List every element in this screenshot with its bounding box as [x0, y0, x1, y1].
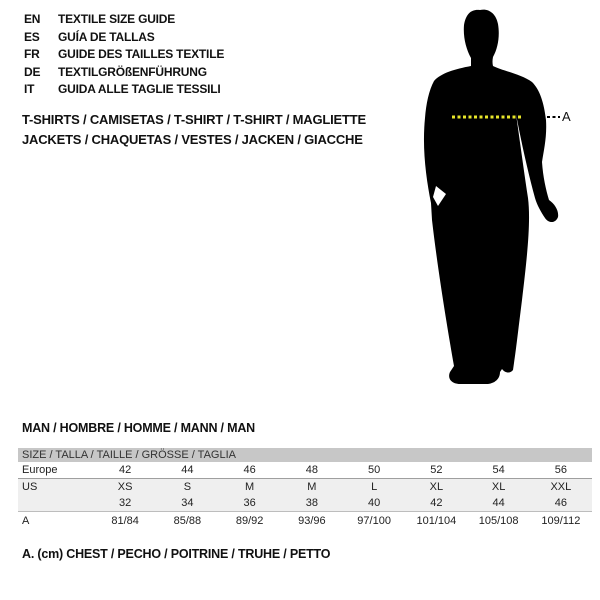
- row-label: US: [18, 479, 94, 496]
- language-row-es: [24, 29, 224, 47]
- table-cell: 93/96: [298, 515, 326, 527]
- table-cell: XXL: [530, 479, 592, 496]
- table-cell: XL: [405, 479, 467, 496]
- product-type-line-jackets: JACKETS / CHAQUETAS / VESTES / JACKEN / GIACCHE: [22, 131, 363, 147]
- language-row-de: [24, 64, 224, 82]
- table-cell: 38: [281, 495, 343, 512]
- table-cell: 48: [281, 462, 343, 479]
- language-label: TEXTILE SIZE GUIDE: [58, 12, 176, 26]
- size-table: [18, 448, 592, 530]
- section-title-man: MAN / HOMBRE / HOMME / MANN / MAN: [22, 421, 255, 435]
- table-cell: 97/100: [357, 515, 391, 527]
- language-row-en: [24, 11, 224, 29]
- table-row-europe: [18, 462, 592, 479]
- language-label: GUIDE DES TAILLES TEXTILE: [58, 47, 225, 61]
- table-cell: S: [156, 479, 218, 496]
- language-code: ES: [24, 29, 40, 44]
- table-cell: 56: [530, 462, 592, 479]
- table-cell: 50: [343, 462, 405, 479]
- table-cell: 46: [219, 462, 281, 479]
- table-cell: 44: [156, 462, 218, 479]
- language-code: IT: [24, 82, 35, 96]
- table-cell: 42: [94, 462, 156, 479]
- table-cell: 54: [468, 462, 530, 479]
- measure-label-a: A: [562, 109, 571, 124]
- table-cell: 89/92: [235, 515, 264, 527]
- table-cell: 40: [343, 495, 405, 512]
- table-cell: L: [343, 479, 405, 496]
- table-cell: 46: [530, 495, 592, 512]
- language-list: [24, 11, 224, 99]
- size-table-header-row: [18, 448, 592, 462]
- male-silhouette-figure: [400, 0, 600, 400]
- table-cell: M: [281, 479, 343, 496]
- language-row-it: [24, 81, 224, 99]
- table-cell: XS: [94, 479, 156, 496]
- size-table-header: SIZE / TALLA / TAILLE / GRÖSSE / TAGLIA: [18, 448, 592, 462]
- silhouette-svg: [400, 0, 600, 400]
- table-row-chest-a: [18, 512, 592, 531]
- table-cell: M: [219, 479, 281, 496]
- measurement-footnote: A. (cm) CHEST / PECHO / POITRINE / TRUHE / PETTO: [22, 547, 331, 561]
- table-row-us-numeric: [18, 495, 592, 512]
- product-type-line-tshirts: T-SHIRTS / CAMISETAS / T-SHIRT / T-SHIRT / MAGLIETTE: [22, 112, 366, 127]
- product-type-heading: [22, 110, 366, 149]
- table-cell: 85/88: [173, 515, 202, 527]
- row-label: A: [22, 515, 30, 527]
- table-cell: 105/108: [478, 515, 519, 527]
- table-cell: 52: [405, 462, 467, 479]
- language-code: EN: [24, 12, 41, 26]
- language-label: GUÍA DE TALLAS: [58, 29, 155, 44]
- table-cell: 101/104: [416, 515, 457, 527]
- table-cell: 42: [405, 495, 467, 512]
- table-cell: 32: [94, 495, 156, 512]
- table-cell: XL: [468, 479, 530, 496]
- table-cell: 81/84: [111, 515, 139, 527]
- language-code: DE: [24, 64, 41, 79]
- language-label: TEXTILGRÖßENFÜHRUNG: [58, 64, 207, 79]
- row-label: [18, 495, 94, 512]
- table-row-us: [18, 479, 592, 496]
- language-row-fr: [24, 46, 224, 64]
- table-cell: 34: [156, 495, 218, 512]
- table-cell: 109/112: [541, 515, 581, 527]
- table-cell: 44: [468, 495, 530, 512]
- language-code: FR: [24, 47, 40, 61]
- table-cell: 36: [219, 495, 281, 512]
- row-label: Europe: [18, 462, 94, 479]
- language-label: GUIDA ALLE TAGLIE TESSILI: [58, 82, 221, 96]
